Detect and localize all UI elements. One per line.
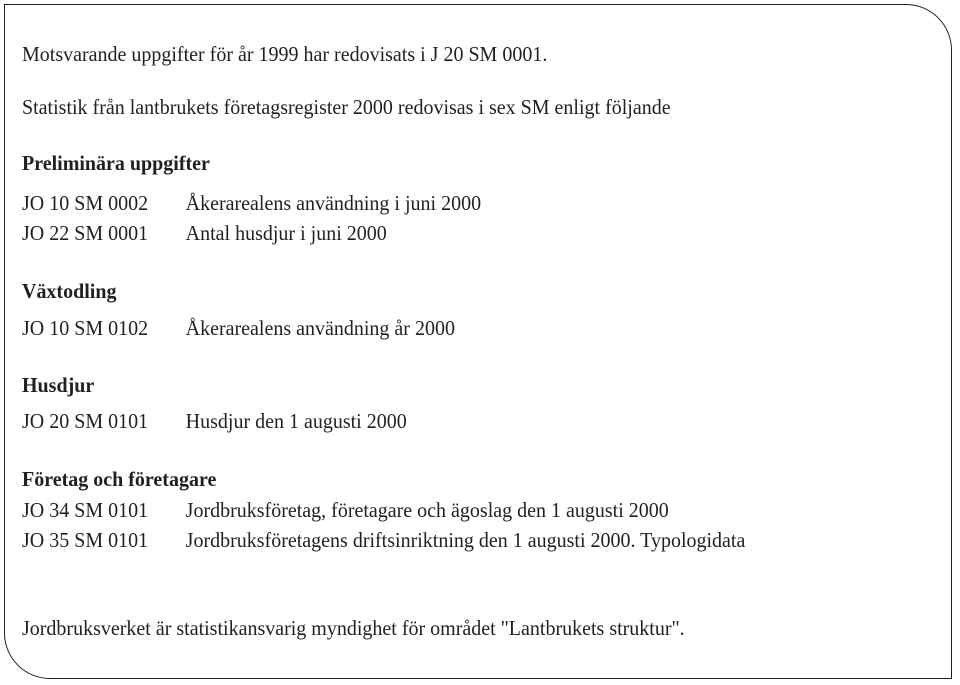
section-heading-crop-production: Växtodling <box>22 279 117 303</box>
intro-publication-list-note: Statistik från lantbrukets företagsregister 2000 redovisas i sex SM enligt följande <box>22 95 671 119</box>
publication-title: Antal husdjur i juni 2000 <box>185 221 387 245</box>
publication-title: Jordbruksföretag, företagare och ägoslag den 1 augusti 2000 <box>185 498 669 522</box>
section-heading-preliminary: Preliminära uppgifter <box>22 151 210 175</box>
publication-code: JO 20 SM 0101 <box>22 409 149 433</box>
section-heading-holdings-and-holders: Företag och företagare <box>22 467 217 491</box>
publication-title: Åkerarealens användning år 2000 <box>185 316 455 340</box>
publication-code: JO 22 SM 0001 <box>22 221 149 245</box>
publication-row <box>22 408 407 434</box>
publication-title: Jordbruksföretagens driftsinriktning den 1 augusti 2000. Typologidata <box>185 528 746 552</box>
publication-row <box>22 190 481 216</box>
publication-row <box>22 497 669 523</box>
publication-title: Husdjur den 1 augusti 2000 <box>185 409 407 433</box>
publication-row <box>22 220 387 246</box>
publication-code: JO 10 SM 0102 <box>22 316 149 340</box>
publication-code: JO 34 SM 0101 <box>22 498 149 522</box>
publication-row <box>22 315 455 341</box>
intro-previous-year-note: Motsvarande uppgifter för år 1999 har redovisats i J 20 SM 0001. <box>22 42 548 66</box>
footer-responsible-authority-note: Jordbruksverket är statistikansvarig myndighet för området "Lantbrukets struktur". <box>22 616 685 640</box>
publication-row <box>22 527 745 553</box>
section-heading-livestock: Husdjur <box>22 373 95 397</box>
publication-code: JO 10 SM 0002 <box>22 191 149 215</box>
publication-title: Åkerarealens användning i juni 2000 <box>185 191 482 215</box>
publication-code: JO 35 SM 0101 <box>22 528 149 552</box>
